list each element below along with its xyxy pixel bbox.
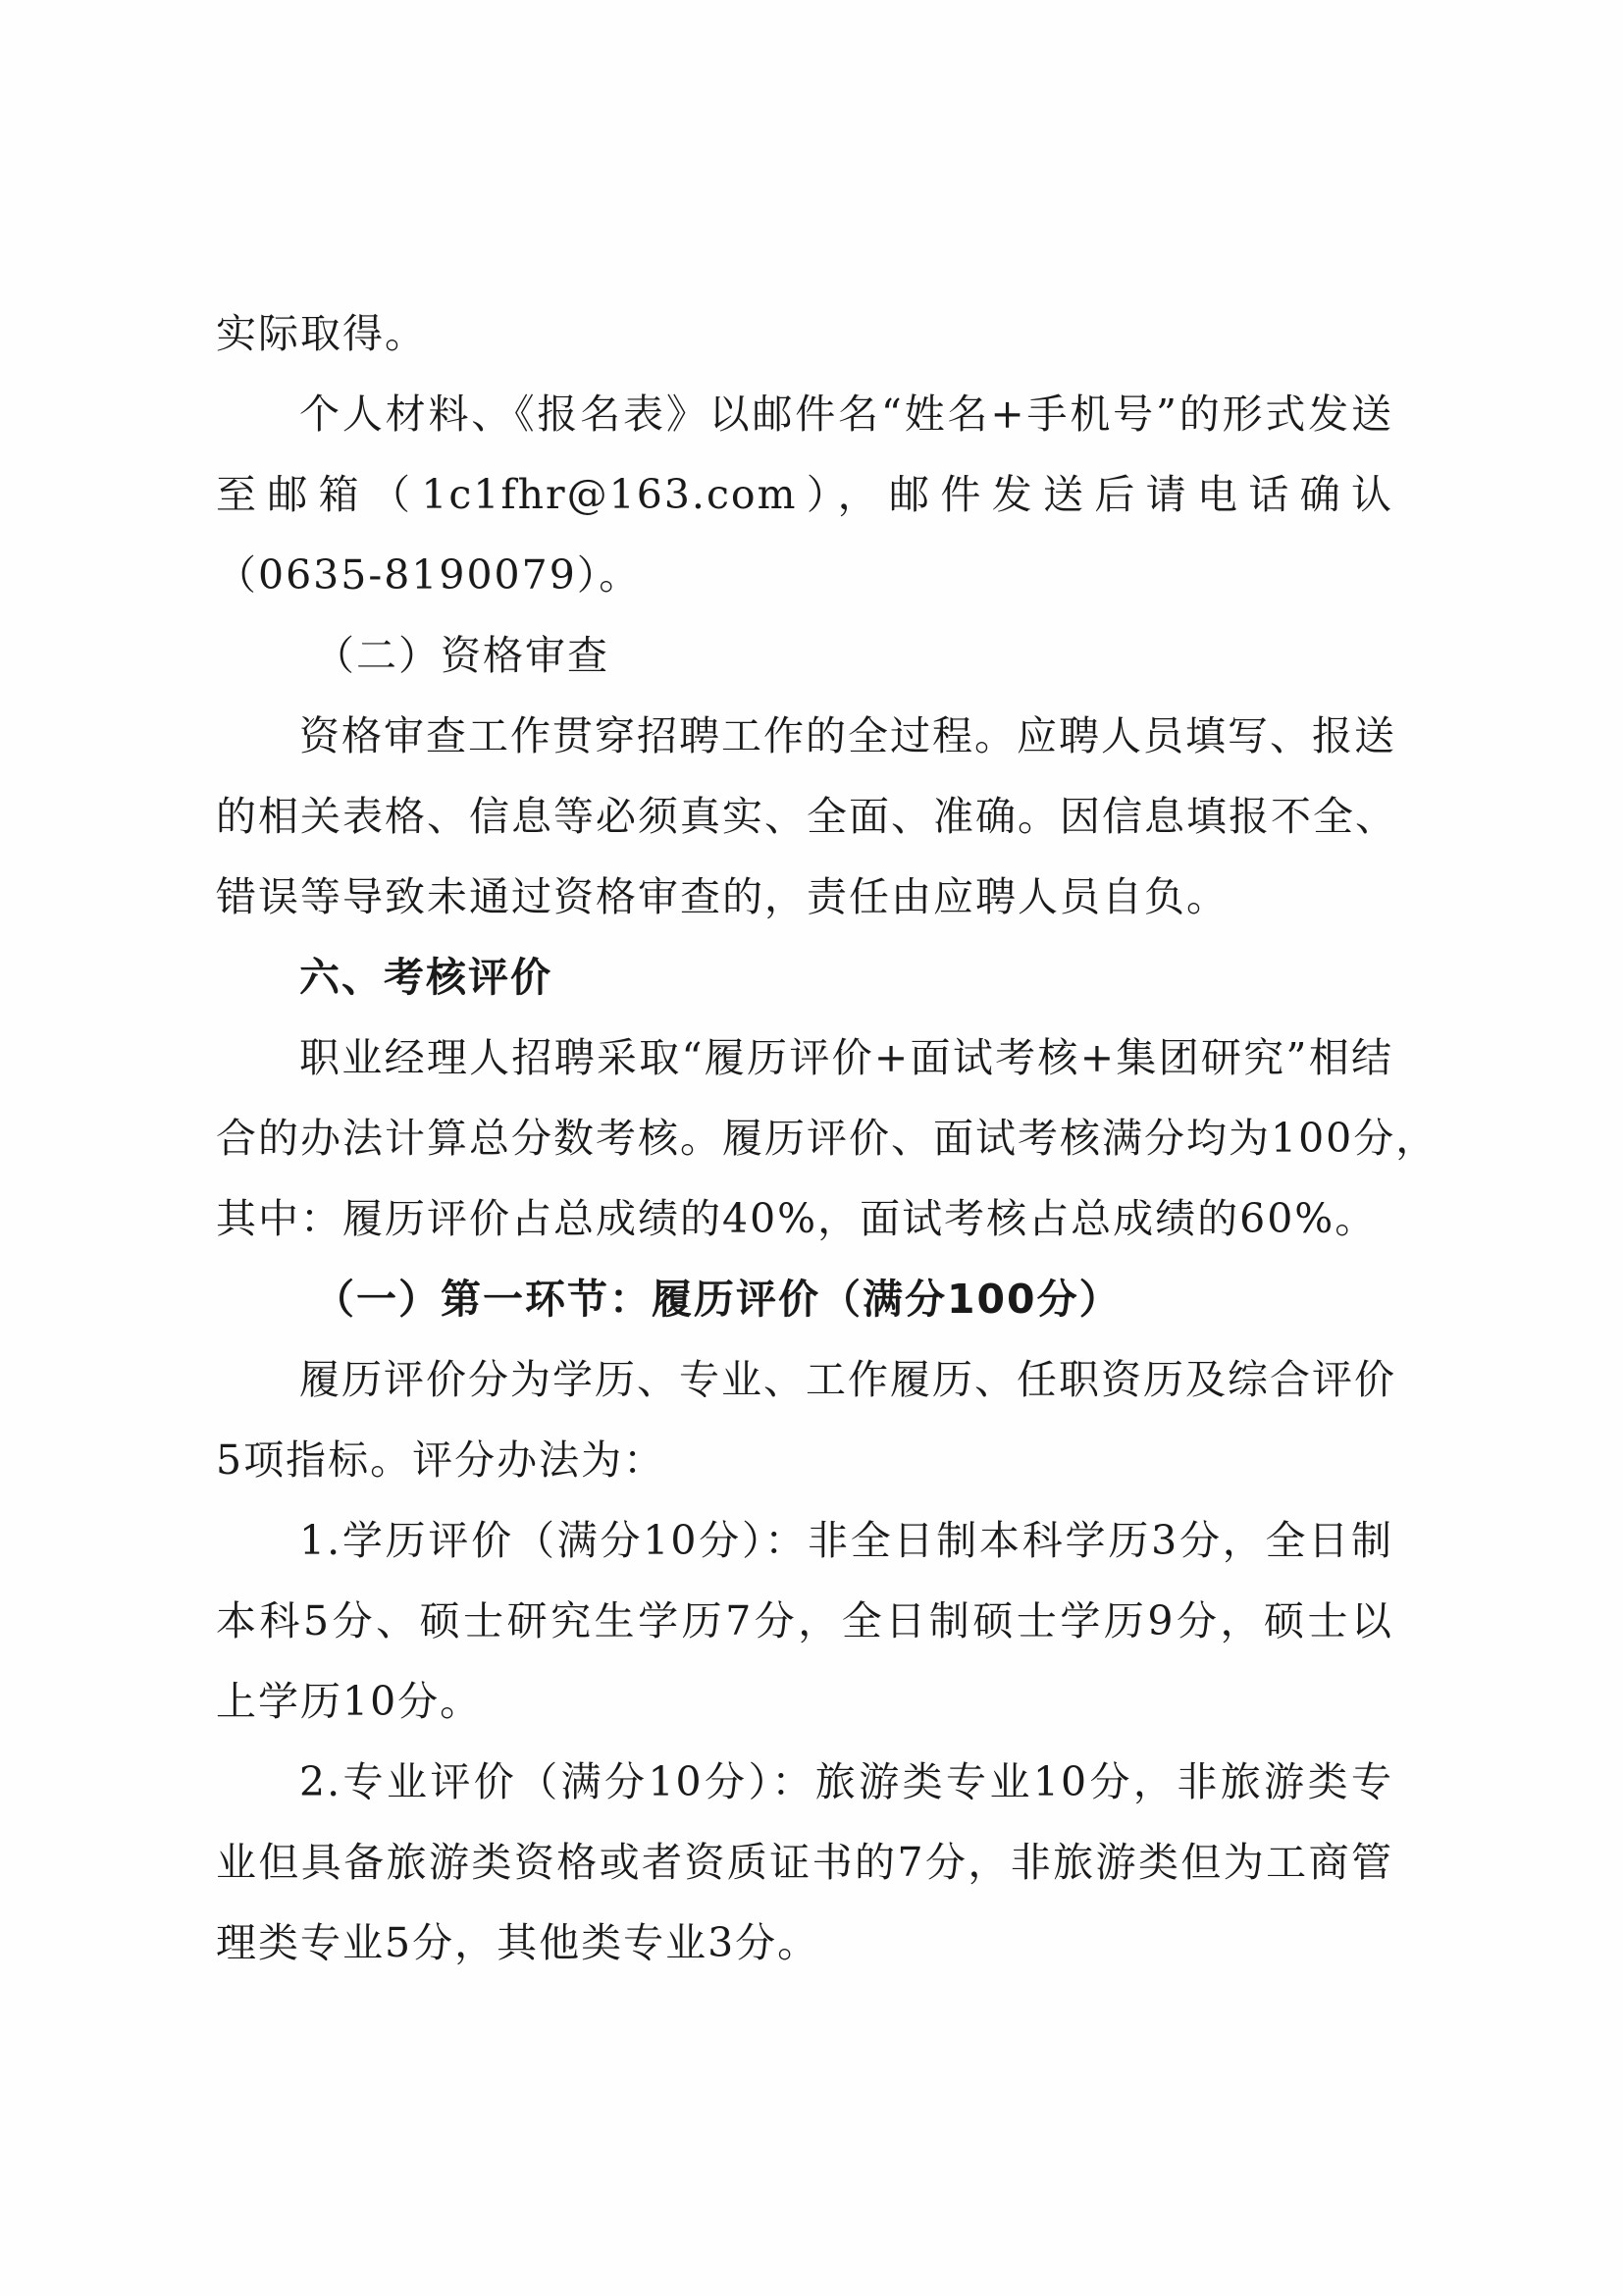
paragraph-line: 实际取得。	[216, 310, 427, 357]
paragraph-line: 职业经理人招聘采取“履历评价+面试考核+集团研究”相结	[299, 1034, 1393, 1081]
paragraph-line: 合的办法计算总分数考核。履历评价、面试考核满分均为100分，	[216, 1115, 1439, 1162]
paragraph-line: 业但具备旅游类资格或者资质证书的7分，非旅游类但为工商管	[216, 1839, 1393, 1886]
paragraph-line: 2.专业评价（满分10分）：旅游类专业10分，非旅游类专	[299, 1758, 1393, 1805]
paragraph-line: 个人材料、《报名表》以邮件名“姓名+手机号”的形式发送	[299, 391, 1393, 438]
section-heading: 六、考核评价	[299, 954, 552, 1001]
paragraph-line: （0635-8190079）。	[216, 551, 642, 599]
section-heading: （二）资格审查	[314, 632, 609, 679]
paragraph-line: 理类专业5分，其他类专业3分。	[216, 1919, 820, 1966]
paragraph-line: 其中：履历评价占总成绩的40%，面试考核占总成绩的60%。	[216, 1195, 1378, 1242]
paragraph-line: 上学历10分。	[216, 1678, 483, 1725]
paragraph-line: 5项指标。评分办法为：	[216, 1436, 666, 1484]
paragraph-line: 至邮箱（1c1fhr@163.com），邮件发送后请电话确认	[216, 471, 1393, 518]
paragraph-line: 1.学历评价（满分10分）：非全日制本科学历3分，全日制	[299, 1517, 1393, 1564]
paragraph-line: 本科5分、硕士研究生学历7分，全日制硕士学历9分，硕士以	[216, 1597, 1393, 1644]
paragraph-line: 资格审查工作贯穿招聘工作的全过程。应聘人员填写、报送	[299, 712, 1396, 759]
section-heading: （一）第一环节：履历评价（满分100分）	[314, 1276, 1122, 1323]
paragraph-line: 的相关表格、信息等必须真实、全面、准确。因信息填报不全、	[216, 793, 1397, 840]
paragraph-line: 履历评价分为学历、专业、工作履历、任职资历及综合评价	[299, 1356, 1396, 1403]
paragraph-line: 错误等导致未通过资格审查的，责任由应聘人员自负。	[216, 873, 1229, 920]
